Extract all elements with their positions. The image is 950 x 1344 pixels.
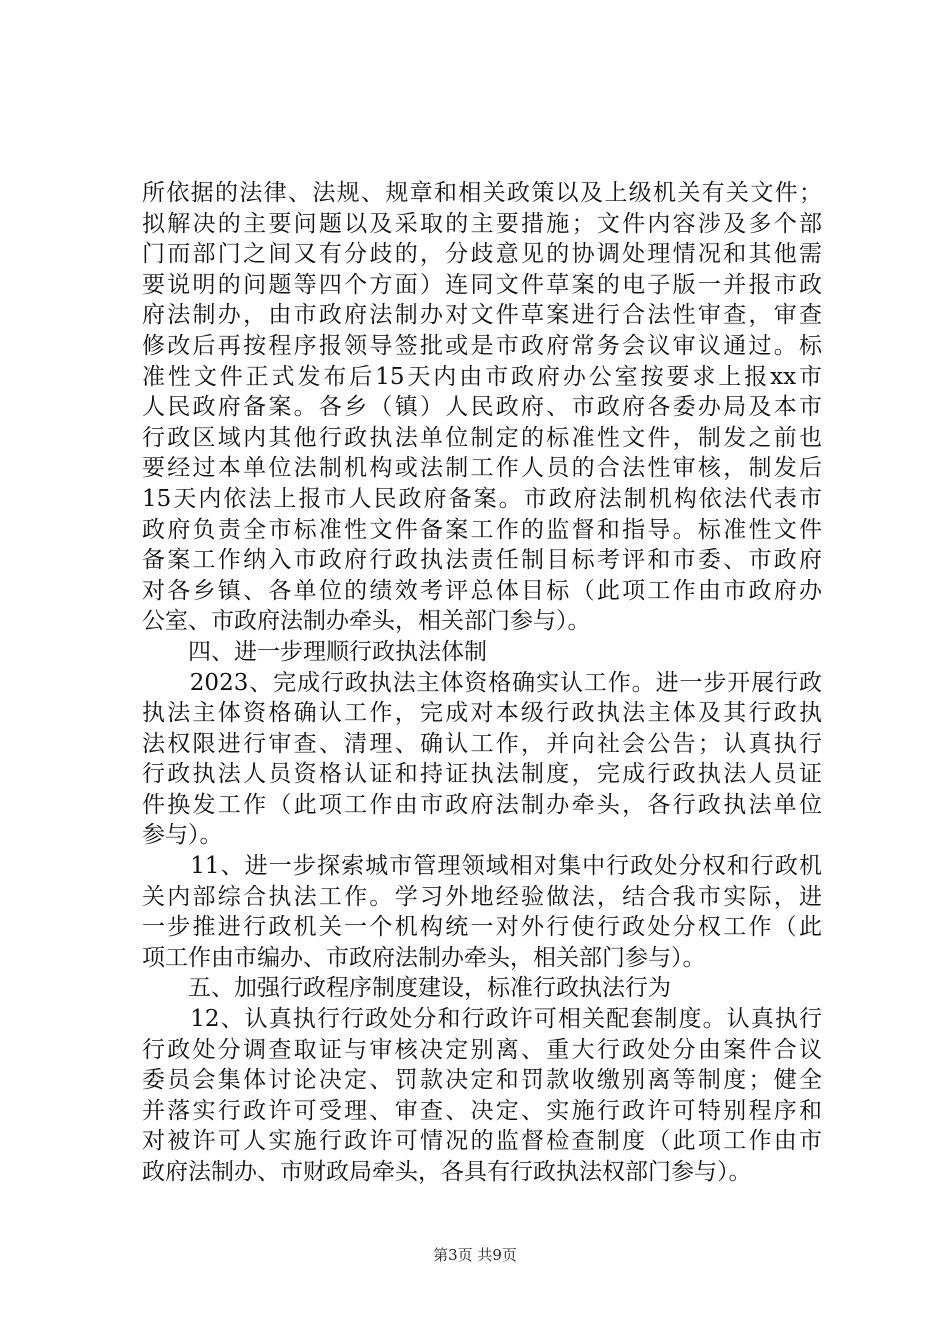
body-line: 对被许可人实施行政许可情况的监督检查制度（此项工作由市	[142, 1128, 822, 1155]
body-line: 法权限进行审查、清理、确认工作，并向社会公告；认真执行	[142, 730, 822, 757]
page-number-footer: 第3页 共9页	[433, 1246, 517, 1264]
body-line: 一步推进行政机关一个机构统一对外行使行政处分权工作（此	[142, 914, 822, 941]
body-line: 11、进一步探索城市管理领域相对集中行政处分权和行政机	[142, 853, 822, 880]
body-line: 要说明的问题等四个方面）连同文件草案的电子版一并报市政	[142, 271, 822, 298]
body-line: 修改后再按程序报领导签批或是市政府常务会议审议通过。标	[142, 332, 822, 359]
body-line: 府法制办，由市政府法制办对文件草案进行合法性审查，审查	[142, 302, 822, 329]
body-line: 件换发工作（此项工作由市政府法制办牵头，各行政执法单位	[142, 791, 822, 818]
body-line: 15天内依法上报市人民政府备案。市政府法制机构依法代表市	[142, 485, 822, 512]
body-line: 行政处分调查取证与审核决定别离、重大行政处分由案件合议	[142, 1036, 822, 1063]
body-line: 所依据的法律、法规、规章和相关政策以及上级机关有关文件；	[142, 180, 822, 206]
body-line: 人民政府备案。各乡（镇）人民政府、市政府各委办局及本市	[142, 394, 822, 421]
body-line: 要经过本单位法制机构或法制工作人员的合法性审核，制发后	[142, 455, 822, 482]
body-line: 行政区域内其他行政执法单位制定的标准性文件，制发之前也	[142, 424, 822, 451]
body-line: 项工作由市编办、市政府法制办牵头，相关部门参与）。	[142, 944, 706, 971]
body-line: 拟解决的主要问题以及采取的主要措施；文件内容涉及多个部	[142, 210, 822, 237]
body-line: 备案工作纳入市政府行政执法责任制目标考评和市委、市政府	[142, 547, 822, 574]
body-line: 委员会集体讨论决定、罚款决定和罚款收缴别离等制度；健全	[142, 1067, 822, 1094]
body-line: 对各乡镇、各单位的绩效考评总体目标（此项工作由市政府办	[142, 577, 822, 604]
body-line: 参与）。	[142, 822, 223, 849]
section-heading: 五、加强行政程序制度建设，标准行政执法行为	[142, 975, 671, 1002]
document-body	[142, 178, 822, 1188]
body-line: 并落实行政许可受理、审查、决定、实施行政许可特别程序和	[142, 1097, 822, 1124]
body-line: 执法主体资格确认工作，完成对本级行政执法主体及其行政执	[142, 700, 822, 727]
body-line: 行政执法人员资格认证和持证执法制度，完成行政执法人员证	[142, 761, 822, 788]
body-line: 关内部综合执法工作。学习外地经验做法，结合我市实际，进	[142, 883, 822, 910]
body-line: 门而部门之间又有分歧的，分歧意见的协调处理情况和其他需	[142, 241, 822, 268]
section-heading: 四、进一步理顺行政执法体制	[142, 638, 487, 665]
body-line: 准性文件正式发布后15天内由市政府办公室按要求上报xx市	[142, 363, 822, 390]
body-line: 政府负责全市标准性文件备案工作的监督和指导。标准性文件	[142, 516, 822, 543]
body-line: 公室、市政府法制办牵头，相关部门参与）。	[142, 608, 591, 635]
body-line: 12、认真执行行政处分和行政许可相关配套制度。认真执行	[142, 1006, 822, 1033]
body-line: 政府法制办、市财政局牵头，各具有行政执法权部门参与）。	[142, 1159, 752, 1185]
body-line: 2023、完成行政执法主体资格确实认工作。进一步开展行政	[142, 669, 822, 696]
